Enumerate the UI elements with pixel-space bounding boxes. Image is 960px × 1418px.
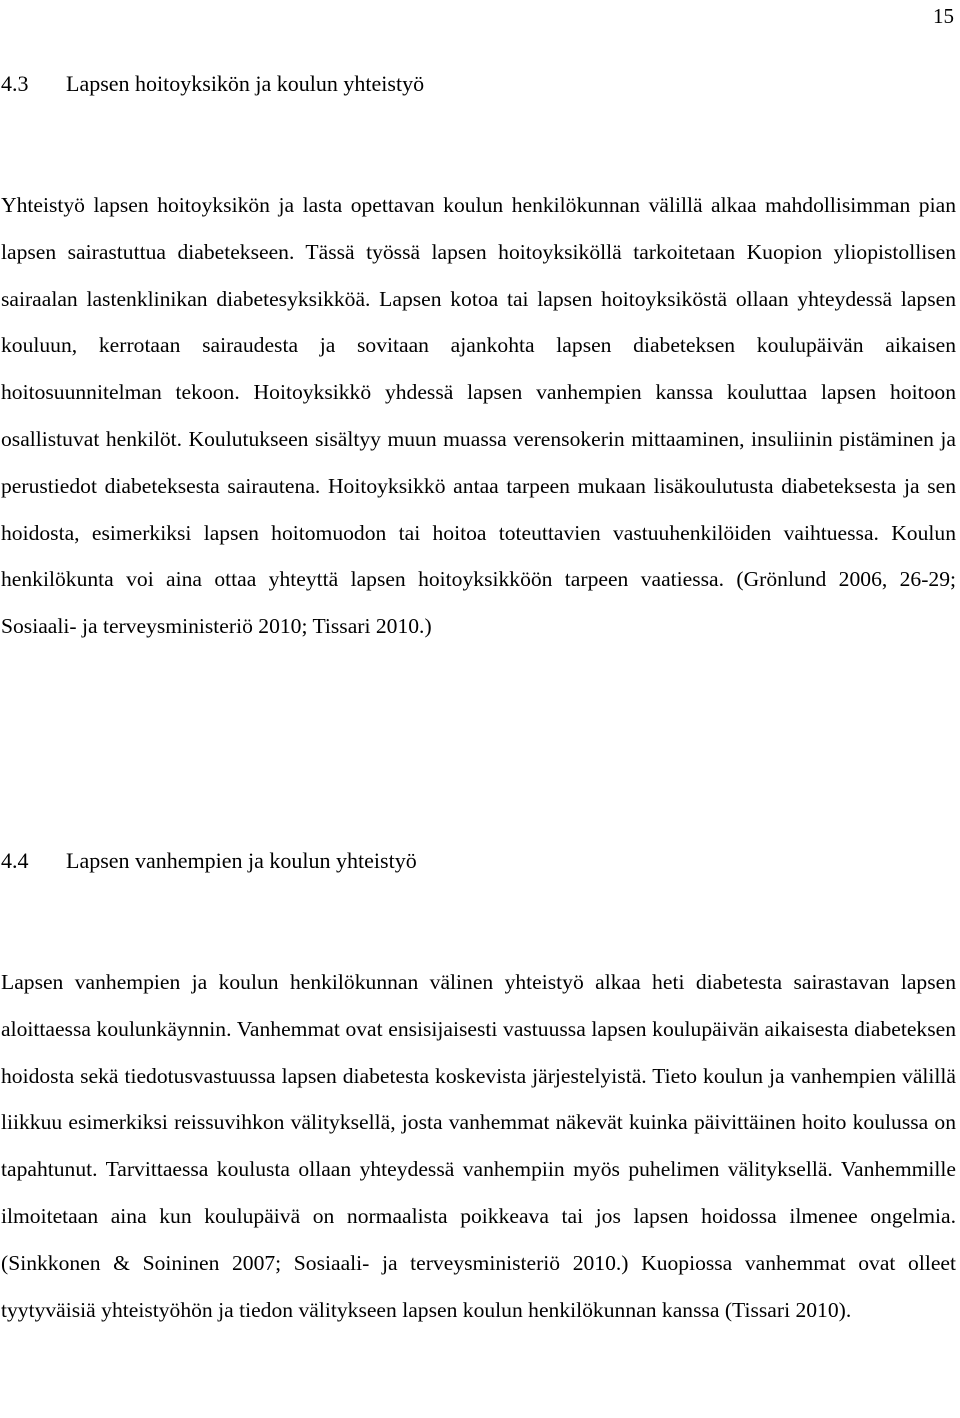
section-number: 4.3 (1, 71, 29, 96)
section-title: Lapsen hoitoyksikön ja koulun yhteistyö (66, 71, 425, 96)
section-number: 4.4 (1, 848, 29, 873)
section-heading-4-3 (1, 71, 424, 97)
page-number: 15 (933, 4, 954, 28)
body-paragraph: Lapsen vanhempien ja koulun henkilökunnan välinen yhteistyö alkaa heti diabetesta sairastavan lapsen aloittaessa koulunkäynnin. Vanhemmat ovat ensisijaisesti vastuussa lapsen koulupäivän aikaisesta diabeteksen hoidosta sekä tiedotusvastuussa lapsen diabetesta koskevista järjestelyistä. Tieto koulun ja vanhempien välillä liikkuu esimerkiksi reissuvihkon välityksellä, josta vanhemmat näkevät kuinka päivittäinen hoito koulussa on tapahtunut. Tarvittaessa koulusta ollaan yhteydessä vanhempiin myös puhelimen välityksellä. Vanhemmille ilmoitetaan aina kun koulupäivä on normaalista poikkeava tai jos lapsen hoidossa ilmenee ongelmia. (Sinkkonen & Soininen 2007; Sosiaali- ja terveysministeriö 2010.) Kuopiossa vanhemmat ovat olleet tyytyväisiä yhteistyöhön ja tiedon välitykseen lapsen koulun henkilökunnan kanssa (Tissari 2010). (1, 970, 956, 1322)
body-paragraph: Yhteistyö lapsen hoitoyksikön ja lasta opettavan koulun henkilökunnan välillä alkaa mahdollisimman pian lapsen sairastuttua diabetekseen. Tässä työssä lapsen hoitoyksiköllä tarkoitetaan Kuopion yliopistollisen sairaalan lastenklinikan diabetesyksikköä. Lapsen kotoa tai lapsen hoitoyksiköstä ollaan yhteydessä lapsen kouluun, kerrotaan sairaudesta ja sovitaan ajankohta lapsen diabeteksen koulupäivän aikaisen hoitosuunnitelman tekoon. Hoitoyksikkö yhdessä lapsen vanhempien kanssa kouluttaa lapsen hoitoon osallistuvat henkilöt. Koulutukseen sisältyy muun muassa verensokerin mittaaminen, insuliinin pistäminen ja perustiedot diabeteksesta sairautena. Hoitoyksikkö antaa tarpeen mukaan lisäkoulutusta diabeteksesta ja sen hoidosta, esimerkiksi lapsen hoitomuodon tai hoitoa toteuttavien vastuuhenkilöiden vaihtuessa. Koulun henkilökunta voi aina ottaa yhteyttä lapsen hoitoyksikköön tarpeen vaatiessa. (Grönlund 2006, 26-29; Sosiaali- ja terveysministeriö 2010; Tissari 2010.) (1, 193, 956, 639)
section-title: Lapsen vanhempien ja koulun yhteistyö (66, 848, 417, 873)
section-heading-4-4 (1, 848, 417, 874)
